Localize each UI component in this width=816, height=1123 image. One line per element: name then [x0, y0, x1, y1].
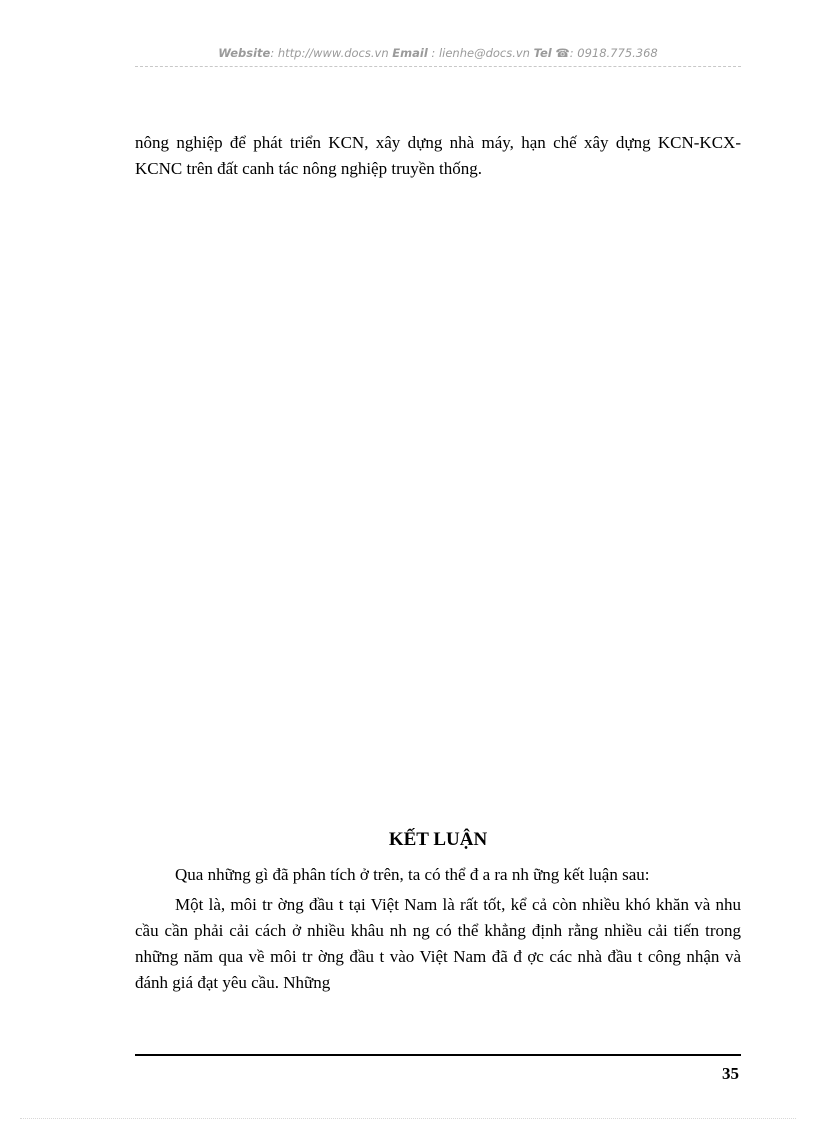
telephone-icon: ☎	[555, 46, 570, 60]
page-header	[135, 46, 741, 60]
page-bottom-border	[20, 1118, 796, 1119]
conclusion-paragraph: Qua những gì đã phân tích ở trên, ta có thể đ a ra nh ững kết luận sau:	[175, 865, 650, 884]
tel-value: : 0918.775.368	[569, 46, 658, 60]
conclusion-text	[135, 862, 741, 1000]
section-title: KẾT LUẬN	[388, 829, 488, 850]
email-value: : lienhe@docs.vn	[431, 46, 530, 60]
footer-divider	[135, 1054, 741, 1056]
header-divider	[135, 66, 741, 67]
website-value: : http://www.docs.vn	[270, 46, 389, 60]
email-label: Email	[392, 46, 428, 60]
website-label: Website	[218, 46, 271, 60]
page-number: 35	[722, 1064, 739, 1083]
tel-label: Tel	[533, 46, 552, 60]
top-paragraph: nông nghiệp để phát triển KCN, xây dựng nhà máy, hạn chế xây dựng KCN-KCX-KCNC trên đất canh tác nông nghiệp truyền thống.	[135, 133, 741, 178]
conclusion-paragraph: Một là, môi tr ờng đầu t tại Việt Nam là rất tốt, kể cả còn nhiều khó khăn và nhu cầu cần phải cải cách ở nhiều khâu nh ng có thể khẳng định rằng nhiều cải tiến trong những năm qua về môi tr ờng đầu t vào Việt Nam đã đ ợc các nhà đầu t công nhận và đánh giá đạt yêu cầu. Những	[135, 895, 741, 992]
